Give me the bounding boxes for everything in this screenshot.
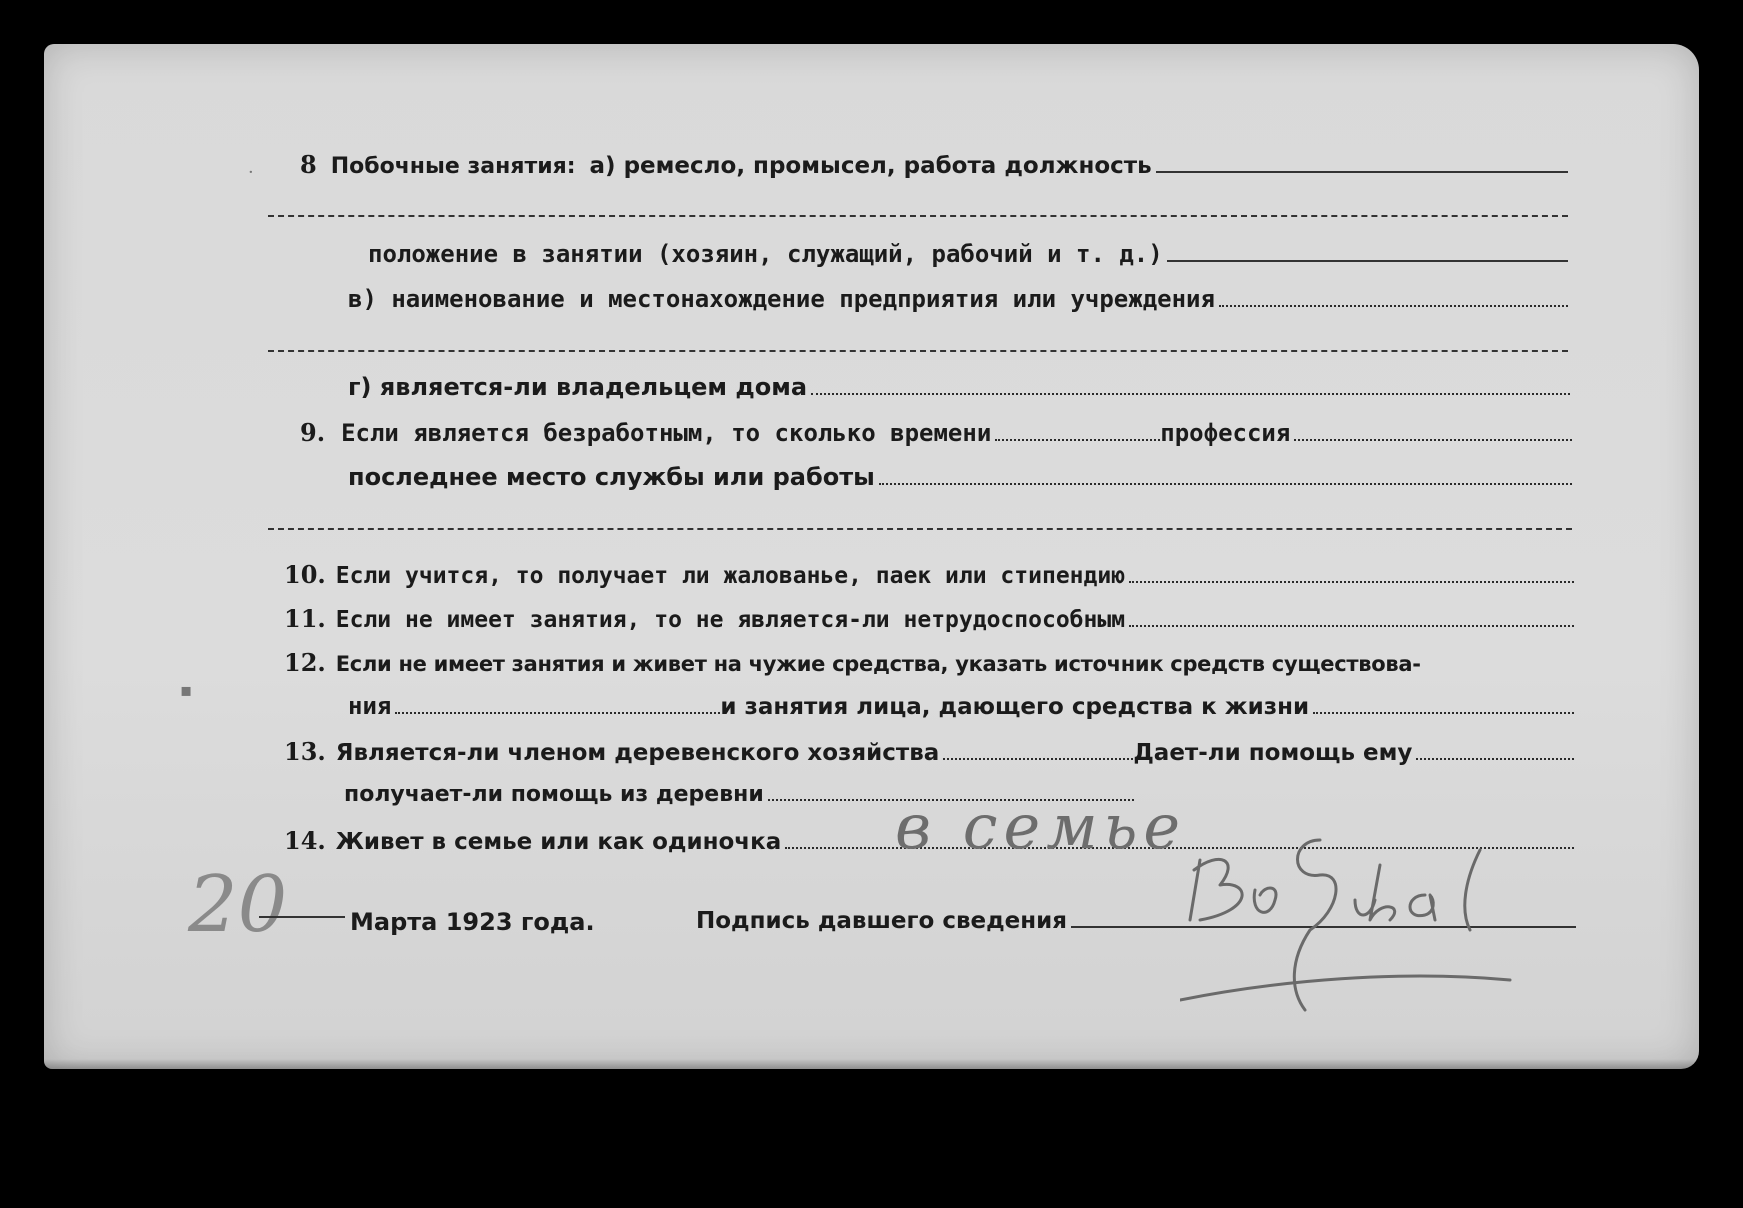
handwritten-signature (1180, 820, 1580, 1030)
q13-line (284, 737, 1574, 766)
month-year-label: Марта 1923 года. (350, 908, 595, 936)
handwritten-day: 20 (188, 860, 288, 950)
q8a-continuation-line (268, 215, 1568, 217)
q8b-label: положение в занятии (хозяин, служащий, рабочий и т. д.) (368, 240, 1163, 268)
q8-line-b (368, 240, 1568, 268)
q9-profession-label: профессия (1160, 419, 1291, 447)
q13-member-fill (943, 752, 1133, 760)
scan-mark: · (248, 162, 254, 183)
q8v-label: в) наименование и местонахождение предприятия или учреждения (348, 285, 1215, 313)
q12-line (284, 648, 1574, 677)
q9-continuation-line (268, 528, 1572, 530)
q11-number: 11. (284, 604, 326, 633)
q8a-label: а) ремесло, промысел, работа должность (589, 153, 1152, 179)
q12-fill (1313, 706, 1574, 714)
q8v-continuation-line (268, 350, 1568, 352)
q8-line-v (348, 285, 1568, 313)
scan-mark: ▪ (180, 680, 193, 701)
q13-help-label: Дает-ли помощь ему (1133, 740, 1413, 766)
q14-label: Живет в семье или как одиночка (335, 829, 782, 855)
q10-label: Если учится, то получает ли жалованье, паек или стипендию (335, 563, 1126, 589)
q14-number: 14. (284, 826, 326, 855)
q13-number: 13. (284, 737, 326, 766)
signature-label: Подпись давшего сведения (696, 908, 1068, 934)
date-month-year (350, 908, 595, 936)
q12-label: Если не имеет занятия и живет на чужие средства, указать источник средств существова- (335, 652, 1421, 676)
q8-line-a (300, 150, 1568, 179)
q9-last-line (348, 463, 1572, 491)
q8-title: Побочные занятия: (330, 154, 576, 179)
q12-cont-line (348, 692, 1574, 720)
q10-line (284, 560, 1574, 589)
q10-number: 10. (284, 560, 326, 589)
q9-time-fill (995, 433, 1160, 441)
q8a-fill-line (1156, 165, 1568, 173)
day-fill (259, 910, 345, 918)
q11-line (284, 604, 1574, 633)
q9-last-label: последнее место службы или работы (348, 463, 875, 491)
q13-label: Является-ли членом деревенского хозяйства (335, 740, 940, 766)
q13-receives-label: получает-ли помощь из деревни (344, 782, 764, 807)
q9-number: 9. (300, 418, 326, 447)
date-line (255, 910, 345, 918)
q12-source-fill (395, 706, 720, 714)
q8g-label: г) является-ли владельцем дома (348, 373, 808, 401)
q9-label: Если является безработным, то сколько времени (341, 419, 992, 447)
q11-label: Если не имеет занятия, то не является-ли нетрудоспособным (335, 607, 1126, 633)
q9-profession-fill (1294, 433, 1572, 441)
q8b-fill-line (1167, 254, 1568, 262)
q12-cont2: и занятия лица, дающего средства к жизни (720, 694, 1310, 720)
q13-help-fill (1416, 752, 1574, 760)
q8-line-g (348, 373, 1570, 401)
q9-last-fill (879, 477, 1572, 485)
q8v-fill-line (1219, 299, 1568, 307)
q14-handwritten-answer: в семье (895, 790, 1187, 863)
q8-number: 8 (300, 150, 317, 179)
q10-fill (1129, 575, 1574, 583)
q8g-fill-line (811, 387, 1570, 395)
q9-line (300, 418, 1572, 447)
q12-number: 12. (284, 648, 326, 677)
q12-cont1: ния (348, 692, 392, 720)
q11-fill (1129, 619, 1574, 627)
